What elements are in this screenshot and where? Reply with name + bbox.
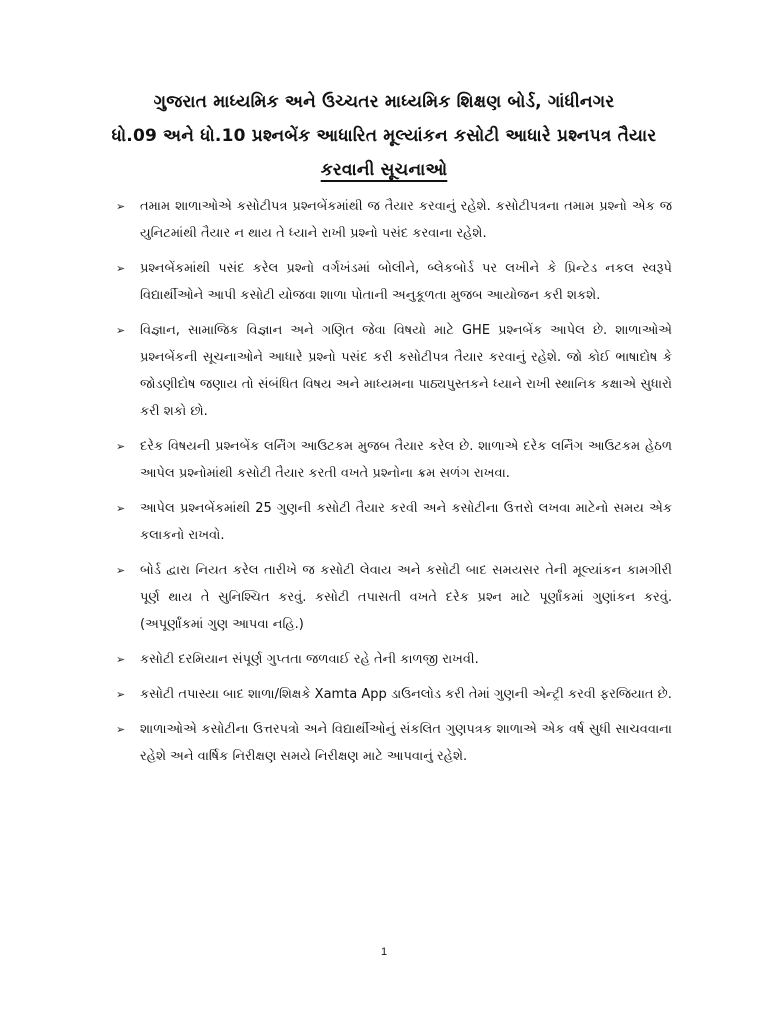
instruction-item <box>112 495 672 549</box>
instruction-text: વિજ્ઞાન, સામાજિક વિજ્ઞાન અને ગણિત જેવા વિષયો માટે GHE પ્રશ્નબેંક આપેલ છે. શાળાઓએ પ્રશ્નબેંકની સૂચનાઓને આધારે પ્રશ્નો પસંદ કરી કસોટીપત્ર તૈયાર કરવાનું રહેશે. જો કોઈ ભાષાદોષ કે જોડણીદોષ જણાય તો સંબંધિત વિષય અને માધ્યમના પાઠ્યપુસ્તકને ધ્યાને રાખી સ્થાનિક કક્ષાએ સુધારો કરી શકો છો. <box>140 323 672 419</box>
instruction-item <box>112 433 672 487</box>
instruction-item <box>112 317 672 425</box>
instruction-item <box>112 716 672 770</box>
instructions-list <box>112 193 672 778</box>
arrow-bullet-icon: ➢ <box>116 564 126 577</box>
arrow-bullet-icon: ➢ <box>116 653 126 666</box>
instruction-text: કસોટી દરમિયાન સંપૂર્ણ ગુપ્તતા જળવાઈ રહે તેની કાળજી રાખવી. <box>140 652 479 667</box>
arrow-bullet-icon: ➢ <box>116 502 126 515</box>
instruction-item <box>112 557 672 638</box>
instruction-text: બોર્ડ દ્વારા નિયત કરેલ તારીખે જ કસોટી લેવાય અને કસોટી બાદ સમયસર તેની મૂલ્યાંકન કામગીરી પૂર્ણ થાય તે સુનિશ્ચિત કરવું. કસોટી તપાસતી વખતે દરેક પ્રશ્ન માટે પૂર્ણાંકમાં ગુણાંકન કરવું. (અપૂર્ણાંકમાં ગુણ આપવા નહિ.) <box>140 563 672 632</box>
instruction-text: તમામ શાળાઓએ કસોટીપત્ર પ્રશ્નબેંકમાંથી જ તૈયાર કરવાનું રહેશે. કસોટીપત્રના તમામ પ્રશ્નો એક જ યુનિટમાંથી તૈયાર ન થાય તે ધ્યાને રાખી પ્રશ્નો પસંદ કરવાના રહેશે. <box>140 199 672 241</box>
instruction-item <box>112 681 672 708</box>
arrow-bullet-icon: ➢ <box>116 688 126 701</box>
arrow-bullet-icon: ➢ <box>116 324 126 337</box>
instruction-item <box>112 255 672 309</box>
arrow-bullet-icon: ➢ <box>116 440 126 453</box>
arrow-bullet-icon: ➢ <box>116 200 126 213</box>
instruction-text: આપેલ પ્રશ્નબેંકમાંથી 25 ગુણની કસોટી તૈયાર કરવી અને કસોટીના ઉત્તરો લખવા માટેનો સમય એક કલાકનો રાખવો. <box>140 501 672 543</box>
instruction-item <box>112 193 672 247</box>
instructions-heading-text: કરવાની સૂચનાઓ <box>320 160 448 180</box>
document-subtitle: ધો.09 અને ધો.10 પ્રશ્નબેંક આધારિત મૂલ્યાંકન કસોટી આધારે પ્રશ્નપત્ર તૈયાર <box>111 126 657 146</box>
instruction-text: પ્રશ્નબેંકમાંથી પસંદ કરેલ પ્રશ્નો વર્ગખંડમાં બોલીને, બ્લેકબોર્ડ પર લખીને કે પ્રિન્ટેડ નકલ સ્વરૂપે વિદ્યાર્થીઓને આપી કસોટી યોજવા શાળા પોતાની અનુકૂળતા મુજબ આયોજન કરી શકશે. <box>140 261 672 303</box>
arrow-bullet-icon: ➢ <box>116 262 126 275</box>
board-title: ગુજરાત માધ્યમિક અને ઉચ્ચતર માધ્યમિક શિક્ષણ બોર્ડ, ગાંધીનગર <box>153 92 615 112</box>
page-number: 1 <box>380 946 388 958</box>
arrow-bullet-icon: ➢ <box>116 723 126 736</box>
instruction-item <box>112 646 672 673</box>
instruction-text: દરેક વિષયની પ્રશ્નબેંક લર્નિંગ આઉટકમ મુજબ તૈયાર કરેલ છે. શાળાએ દરેક લર્નિંગ આઉટકમ હેઠળ આપેલ પ્રશ્નોમાંથી કસોટી તૈયાર કરતી વખતે પ્રશ્નોના ક્રમ સળંગ રાખવા. <box>140 439 672 481</box>
instruction-text: કસોટી તપાસ્યા બાદ શાળા/શિક્ષકે Xamta App ડાઉનલોડ કરી તેમાં ગુણની એન્ટ્રી કરવી ફરજિયાત છે. <box>140 687 672 702</box>
instructions-heading <box>0 160 768 180</box>
instruction-text: શાળાઓએ કસોટીના ઉત્તરપત્રો અને વિદ્યાર્થીઓનું સંકલિત ગુણપત્રક શાળાએ એક વર્ષ સુધી સાચવવાના રહેશે અને વાર્ષિક નિરીક્ષણ સમયે નિરીક્ષણ માટે આપવાનું રહેશે. <box>140 722 672 764</box>
